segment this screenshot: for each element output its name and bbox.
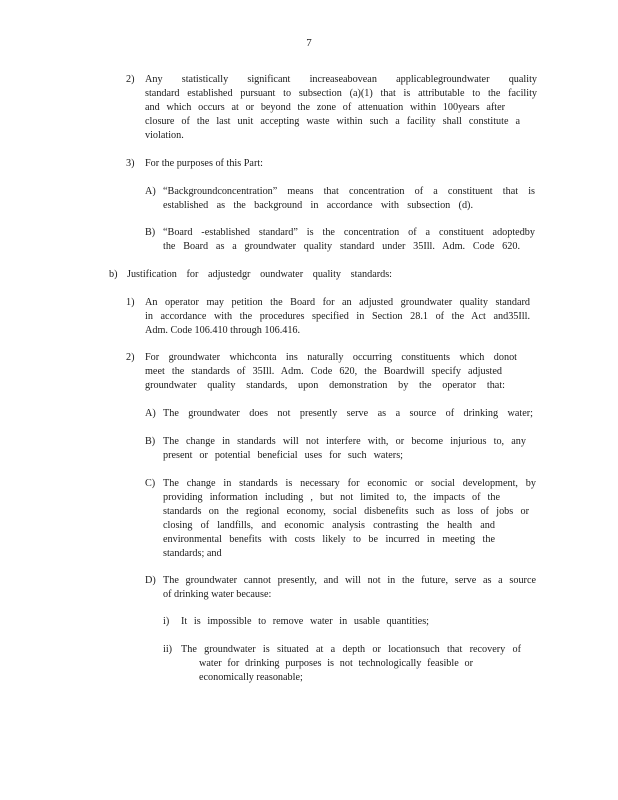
item-label: 2)	[126, 74, 135, 85]
text-line: The groundwater does not presently serve as a source of drinking water;	[163, 408, 533, 419]
item-text	[181, 615, 429, 629]
text-line: established as the background in accordance with subsection (d).	[163, 200, 473, 211]
text-line: standard established pursuant to subsection (a)(1) that is attributable to the facility	[145, 88, 537, 99]
item-text	[145, 73, 537, 143]
page-number: 7	[306, 37, 312, 49]
text-line: closing of landfills, and economic analysis contrasting the health and	[163, 520, 495, 531]
text-line: standards on the regional economy, social disbenefits such as loss of jobs or	[163, 506, 529, 517]
item-text	[163, 574, 536, 602]
text-line: Adm. Code 106.410 through 106.416.	[145, 325, 301, 336]
text-line: of drinking water because:	[163, 589, 272, 600]
text-line: Any statistically significant increaseabovean applicablegroundwater quality	[145, 74, 537, 85]
text-line: The change in standards is necessary for economic or social development, by	[163, 478, 536, 489]
text-line: Justification for adjustedgr oundwater quality standards:	[127, 269, 392, 280]
item-text	[163, 226, 535, 254]
text-line: The groundwater is situated at a depth or locationsuch that recovery of	[181, 644, 521, 655]
text-line: For groundwater whichconta ins naturally occurring constituents which donot	[145, 352, 517, 363]
item-text	[181, 643, 521, 685]
item-label: 2)	[126, 352, 135, 363]
text-line: the Board as a groundwater quality standard under 35Ill. Adm. Code 620.	[163, 241, 520, 252]
text-line: and which occurs at or beyond the zone of attenuation within 100years after	[145, 102, 505, 113]
text-line: “Board -established standard” is the concentration of a constituent adoptedby	[163, 227, 535, 238]
text-line: “Backgroundconcentration” means that concentration of a constituent that is	[163, 186, 535, 197]
text-line: meet the standards of 35Ill. Adm. Code 620, the Boardwill specify adjusted	[145, 366, 502, 377]
text-line: For the purposes of this Part:	[145, 158, 263, 169]
item-label: B)	[145, 227, 156, 238]
item-label: ii)	[163, 644, 173, 655]
item-label: 1)	[126, 297, 135, 308]
text-line: The change in standards will not interfere with, or become injurious to, any	[163, 436, 526, 447]
item-label: A)	[145, 186, 156, 197]
text-line: environmental benefits with costs likely to be incurred in meeting the	[163, 534, 495, 545]
text-line: water for drinking purposes is not technologically feasible or	[199, 658, 473, 669]
item-label: 3)	[126, 158, 135, 169]
item-label: b)	[109, 269, 118, 280]
item-label: B)	[145, 436, 156, 447]
item-text	[163, 407, 533, 421]
item-label: i)	[163, 616, 170, 627]
text-line: violation.	[145, 130, 184, 141]
text-line: economically reasonable;	[199, 672, 303, 683]
text-line: standards; and	[163, 548, 222, 559]
item-text	[145, 157, 545, 171]
item-label: A)	[145, 408, 156, 419]
item-label: C)	[145, 478, 156, 489]
text-line: It is impossible to remove water in usable quantities;	[181, 616, 429, 627]
text-line: closure of the last unit accepting waste within such a facility shall constitute a	[145, 116, 520, 127]
text-line: The groundwater cannot presently, and will not in the future, serve as a source	[163, 575, 536, 586]
item-label: D)	[145, 575, 156, 586]
text-line: present or potential beneficial uses for such waters;	[163, 450, 403, 461]
text-line: in accordance with the procedures specified in Section 28.1 of the Act and35Ill.	[145, 311, 530, 322]
item-text	[163, 185, 535, 213]
item-text	[145, 296, 530, 338]
item-text	[145, 351, 517, 393]
item-text	[163, 435, 526, 463]
item-text	[163, 477, 536, 561]
item-text	[127, 268, 392, 282]
text-line: providing information including , but not limited to, the impacts of the	[163, 492, 500, 503]
text-line: An operator may petition the Board for an adjusted groundwater quality standard	[145, 297, 530, 308]
text-line: groundwater quality standards, upon demonstration by the operator that:	[145, 380, 505, 391]
